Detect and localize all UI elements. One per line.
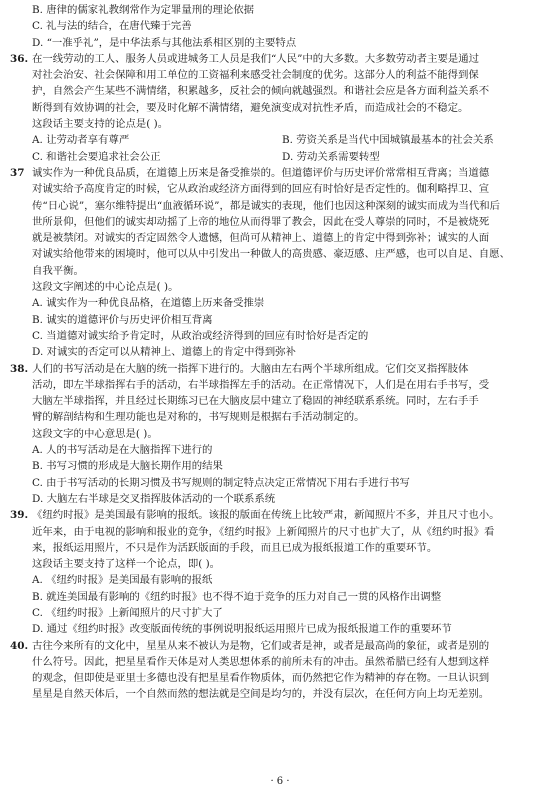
question-text-line: 近年来，由于电视的影响和报业的竞争，《纽约时报》上新闻照片的尺寸也扩大了，从《纽约时报》看 bbox=[32, 525, 495, 538]
question-text-line: 对诚实给他带来的困境时，他可以从中引发出一种做人的高贵感、豪迈感、庄严感，也可以自足、自愿、 bbox=[32, 248, 510, 261]
question-36 bbox=[10, 51, 550, 165]
question-prompt: 这段文字阐述的中心论点是( )。 bbox=[32, 281, 179, 294]
option-c: C. 《纽约时报》上新闻照片的尺寸扩大了 bbox=[32, 606, 223, 619]
option-c: C. 和谐社会要追求社会公正 bbox=[32, 150, 161, 163]
page-number: · 6 · bbox=[270, 776, 290, 787]
question-text-line: 的观念，但即使是亚里士多德也没有把星星看作物质体，而仍然把它作为精神的存在物。一旦认识到 bbox=[32, 672, 490, 685]
option-d: D. 大脑左右半球是交叉指挥肢体活动的一个联系系统 bbox=[32, 492, 276, 505]
question-text-line: 护，自然会产生某些不满情绪，积累越多，反社会的倾向就越强烈。和谐社会应是各方面利益关系不 bbox=[32, 85, 490, 98]
question-38 bbox=[10, 361, 550, 508]
question-prompt: 这段话主要支持的论点是( )。 bbox=[32, 118, 169, 131]
question-number: 36. bbox=[10, 52, 29, 65]
option-a: A. 诚实作为一种优良品格，在道德上历来备受推崇 bbox=[32, 297, 265, 310]
option-b: B. 劳资关系是当代中国城镇最基本的社会关系 bbox=[282, 134, 494, 147]
question-text-line: 大脑左半球指挥，并且经过长期练习已在大脑皮层中建立了稳固的神经联系系统。同时，左右手手 bbox=[32, 395, 479, 408]
question-text-line: 对社会治安、社会保障和用工单位的工资福利来感受社会制度的优劣。这部分人的利益不能得到保 bbox=[32, 69, 479, 82]
option-b: B. 书写习惯的形成是大脑长期作用的结果 bbox=[32, 460, 223, 473]
question-text-line: 古往今来所有的文化中，星星从来不被认为是物，它们或者是神，或者是最高尚的象征，或者是别的 bbox=[32, 639, 490, 652]
question-text-line: 对诚实给予高度肯定的时候，它从政治或经济方面得到的回应有时恰好是否定性的。伽利略捍卫、宣 bbox=[32, 183, 490, 196]
question-text-line: 世所景仰，但他们的诚实却动摇了上帝的地位从而得罪了教会，因此在受人尊崇的同时，不是被烧死 bbox=[32, 215, 490, 228]
option-d: D. 劳动关系需要转型 bbox=[282, 150, 380, 163]
option-c: C. 由于书写活动的长期习惯及书写规则的制定特点决定正常情况下用右手进行书写 bbox=[32, 476, 410, 489]
question-number: 37 bbox=[10, 166, 25, 179]
exam-page bbox=[10, 2, 550, 703]
option-a: A. 让劳动者享有尊严 bbox=[32, 134, 130, 147]
question-text-line: 来，报纸运用照片，不只是作为活跃版面的手段，而且已成为报纸报道工作的重要环节。 bbox=[32, 541, 438, 554]
question-prompt: 这段话主要支持了这样一个论点，即( )。 bbox=[32, 558, 221, 571]
question-prompt: 这段文字的中心意思是( )。 bbox=[32, 427, 158, 440]
option-a: A. 《纽约时报》是美国最有影响的报纸 bbox=[32, 574, 213, 587]
question-text-line: 臂的解剖结构和生理功能也是对称的，书写规则是根据右手活动制定的。 bbox=[32, 411, 365, 424]
prev-option-c: C. 礼与法的结合，在唐代臻于完善 bbox=[32, 20, 192, 33]
question-number: 40. bbox=[10, 639, 29, 652]
option-row bbox=[10, 149, 550, 165]
question-text-line: 活动，即左半球指挥右手的活动，右半球指挥左手的活动。在正常情况下，人们是在用右手书写，受 bbox=[32, 378, 490, 391]
question-40 bbox=[10, 638, 550, 703]
question-39 bbox=[10, 507, 550, 637]
question-text-line: 星星是自然天体后，一个自然而然的想法就是空间是均匀的，并没有层次，在任何方向上均无差别。 bbox=[32, 688, 490, 701]
question-text-line: 在一线劳动的工人、服务人员或进城务工人员是我们“人民”中的大多数。大多数劳动者主要是通过 bbox=[32, 52, 480, 65]
option-b: B. 诚实的道德评价与历史评价相互背离 bbox=[32, 313, 213, 326]
question-37 bbox=[10, 165, 550, 361]
prev-option-d: D. “一准乎礼”，是中华法系与其他法系相区别的主要特点 bbox=[32, 36, 297, 49]
question-number: 38. bbox=[10, 362, 29, 375]
question-text-line: 就是被禁闭。对诚实的否定固然令人遗憾，但尚可从精神上、道德上的肯定中得到弥补；诚实的人面 bbox=[32, 232, 490, 245]
question-text-line: 自我平衡。 bbox=[32, 264, 84, 277]
option-row bbox=[10, 132, 550, 148]
option-d: D. 通过《纽约时报》改变版面传统的事例说明报纸运用照片已成为报纸报道工作的重要环节 bbox=[32, 623, 452, 636]
option-c: C. 当道德对诚实给予肯定时，从政治或经济得到的回应有时恰好是否定的 bbox=[32, 329, 369, 342]
question-text-line: 什么符号。因此，把星星看作天体是对人类思想体系的前所未有的冲击。虽然希腊已经有人想到这样 bbox=[32, 655, 490, 668]
question-text-line: 《纽约时报》是美国最有影响的报纸。该报的版面在传统上比较严肃，新闻照片不多，并且尺寸也小。 bbox=[32, 509, 500, 522]
question-text-line: 人们的书写活动是在大脑的统一指挥下进行的。大脑由左右两个半球所组成。它们交叉指挥肢体 bbox=[32, 362, 469, 375]
prev-option-b: B. 唐律的儒家礼教纲常作为定罪量刑的理论依据 bbox=[32, 4, 255, 16]
question-text-line: 诚实作为一种优良品质，在道德上历来是备受推崇的。但道德评价与历史评价常常相互背离；当道德 bbox=[32, 166, 490, 179]
question-text-line: 传“日心说”，塞尔维特提出“血液循环说”，都是诚实的表现，他们也因这种深刻的诚实而成为当代和后 bbox=[32, 199, 501, 212]
option-a: A. 人的书写活动是在大脑指挥下进行的 bbox=[32, 444, 213, 457]
question-number: 39. bbox=[10, 509, 29, 522]
option-b: B. 就连美国最有影响的《纽约时报》也不得不迫于竞争的压力对自己一贯的风格作出调整 bbox=[32, 590, 442, 603]
option-d: D. 对诚实的否定可以从精神上、道德上的肯定中得到弥补 bbox=[32, 346, 296, 359]
question-text-line: 断得到有效协调的社会，要及时化解不满情绪，避免演变成对抗性矛盾，而造成社会的不稳定。 bbox=[32, 101, 469, 114]
